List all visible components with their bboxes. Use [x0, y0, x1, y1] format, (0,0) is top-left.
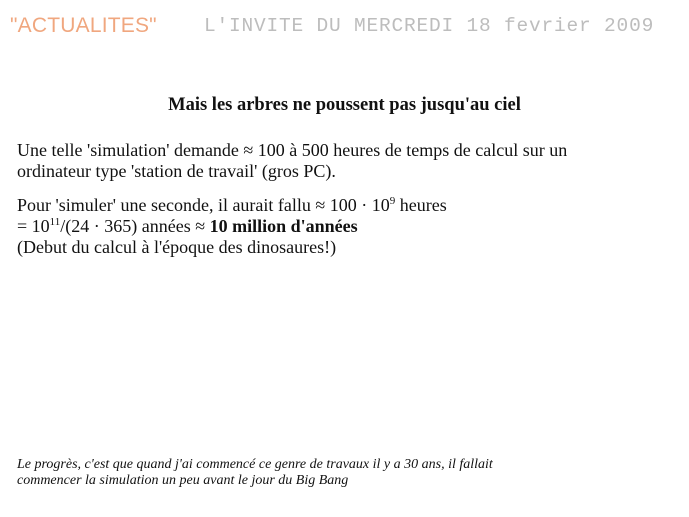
paragraph-line: Une telle 'simulation' demande ≈ 100 à 500 heures de temps de calcul sur un [17, 140, 568, 160]
paragraph-line: (Debut du calcul à l'époque des dinosaures!) [17, 237, 337, 257]
header-section-title: "ACTUALITES" [10, 14, 157, 37]
paragraph-line [17, 216, 682, 237]
paragraph-line [17, 195, 682, 216]
footer-quote [17, 457, 682, 489]
emphasis-result: 10 million d'années [209, 216, 358, 236]
footer-line: commencer la simulation un peu avant le jour du Big Bang [17, 473, 349, 488]
paragraph-line: ordinateur type 'station de travail' (gros PC). [17, 161, 336, 181]
footer-line: Le progrès, c'est que quand j'ai commencé ce genre de travaux il y a 30 ans, il fallait [17, 457, 493, 472]
text-fragment: = 10 [17, 216, 50, 236]
text-fragment: /(24 · 365) années ≈ [60, 216, 210, 236]
slide-title: Mais les arbres ne poussent pas jusqu'au ciel [168, 95, 521, 115]
paragraph-one-second [17, 195, 682, 258]
exponent: 11 [49, 216, 61, 228]
exponent: 9 [389, 195, 396, 207]
header-subtitle: L'INVITE DU MERCREDI 18 fevrier 2009 [204, 15, 655, 37]
paragraph-simulation-cost [17, 140, 682, 182]
text-fragment: heures [395, 195, 447, 215]
text-fragment: Pour 'simuler' une seconde, il aurait fallu ≈ 100 · 10 [17, 195, 390, 215]
